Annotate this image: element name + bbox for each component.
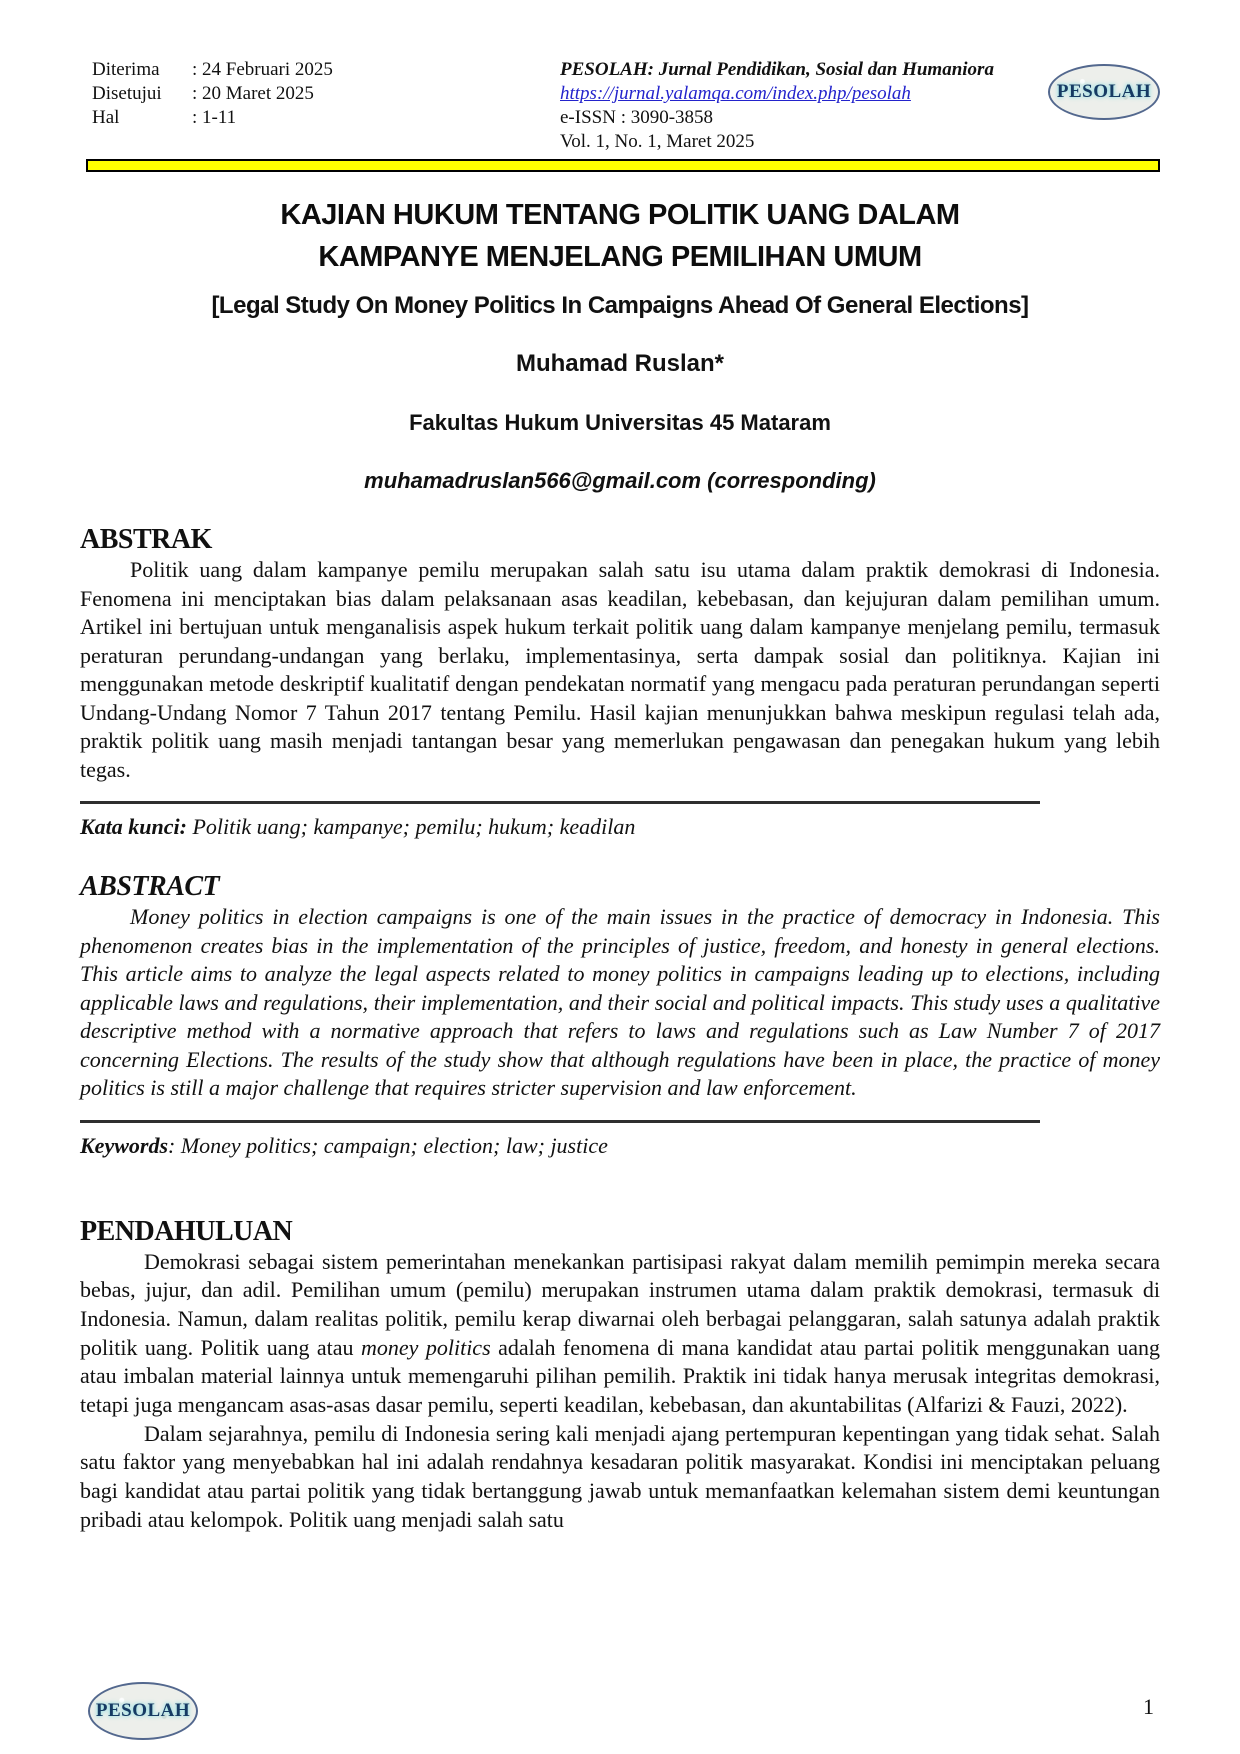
kata-kunci-text: Politik uang; kampanye; pemilu; hukum; keadilan — [186, 814, 636, 839]
divider-rule-1 — [80, 801, 1040, 804]
keywords-text: : Money politics; campaign; election; law; justice — [168, 1132, 608, 1158]
kata-kunci-line — [80, 813, 1160, 841]
footer-pesolah-logo-text: PESOLAH — [95, 1700, 191, 1721]
author-name: Muhamad Ruslan* — [515, 350, 725, 377]
article-title-english: [Legal Study On Money Politics In Campaigns Ahead Of General Elections] — [211, 292, 1029, 319]
pages-label: Hal — [92, 107, 120, 128]
abstract-heading: ABSTRACT — [80, 871, 220, 902]
author-affiliation: Fakultas Hukum Universitas 45 Mataram — [409, 410, 831, 435]
journal-volume: Vol. 1, No. 1, Maret 2025 — [560, 131, 755, 152]
abstrak-heading: ABSTRAK — [80, 524, 212, 555]
pendahuluan-p1-italic-term: money politics — [361, 1334, 491, 1360]
abstrak-body: Politik uang dalam kampanye pemilu merupakan salah satu isu utama dalam praktik demokrasi di Indonesia. Fenomena ini menciptakan bias dalam pelaksanaan asas keadilan, kebebasan, dan kejujuran dalam pemilihan umum. Artikel ini bertujuan untuk menganalisis aspek hukum terkait politik uang dalam kampanye menjelang pemilu, termasuk peraturan perundang-undangan yang berlaku, implementasinya, serta dampak sosial dan politiknya. Kajian ini menggunakan metode deskriptif kualitatif dengan pendekatan normatif yang mengacu pada peraturan perundangan seperti Undang-Undang Nomor 7 Tahun 2017 tentang Pemilu. Hasil kajian menunjukkan bahwa meskipun regulasi telah ada, praktik politik uang masih menjadi tantangan besar yang memerlukan pengawasan dan penegakan hukum yang lebih tegas. — [80, 557, 1160, 782]
accepted-label: Disetujui — [92, 83, 162, 104]
meta-row-pages — [92, 106, 430, 130]
keywords-line — [80, 1132, 1160, 1160]
corresponding-email: muhamadruslan566@gmail.com (corresponding) — [364, 468, 876, 493]
pendahuluan-p1-text-1: Demokrasi sebagai sistem pemerintahan menekankan partisipasi rakyat dalam memilih pemimpin mereka secara bebas, jujur, dan adil. Pemilihan umum (pemilu) merupakan instrumen utama dalam praktik demokrasi, termasuk di Indonesia. Namun, dalam realitas politik, pemilu kerap diwarnai oleh berbagai pelanggaran, salah satunya adalah praktik politik uang. Politik uang atau — [80, 1248, 1160, 1360]
received-label: Diterima — [92, 59, 160, 80]
pesolah-logo — [1048, 64, 1160, 120]
submission-meta — [80, 58, 430, 130]
journal-url-link[interactable]: https://jurnal.yalamqa.com/index.php/pesolah — [560, 83, 911, 104]
journal-info — [430, 58, 1048, 154]
keywords-label: Keywords — [80, 1132, 168, 1158]
footer-pesolah-logo — [88, 1682, 198, 1740]
page-number: 1 — [1143, 1694, 1154, 1719]
meta-row-received — [92, 58, 430, 82]
journal-name: PESOLAH: Jurnal Pendidikan, Sosial dan Humaniora — [560, 59, 994, 80]
article-title — [80, 194, 1160, 278]
article-title-line1: KAJIAN HUKUM TENTANG POLITIK UANG DALAM — [280, 199, 960, 231]
abstract-body: Money politics in election campaigns is one of the main issues in the practice of democracy in Indonesia. This phenomenon creates bias in the implementation of the principles of justice, freedom, and honesty in general elections. This article aims to analyze the legal aspects related to money politics in campaigns leading up to elections, including applicable laws and regulations, their implementation, and their social and political impacts. This study uses a qualitative descriptive method with a normative approach that refers to laws and regulations such as Law Number 7 of 2017 concerning Elections. The results of the study show that although regulations have been in place, the practice of money politics is still a major challenge that requires stricter supervision and law enforcement. — [80, 904, 1160, 1100]
divider-rule-2 — [80, 1120, 1040, 1123]
pesolah-logo-text: PESOLAH — [1056, 81, 1152, 102]
journal-eissn: e-ISSN : 3090-3858 — [560, 107, 714, 128]
meta-row-accepted — [92, 82, 430, 106]
pendahuluan-paragraph-1 — [80, 1248, 1160, 1420]
header-divider-bar — [86, 159, 1160, 172]
page-header — [80, 58, 1160, 154]
article-title-line2: KAMPANYE MENJELANG PEMILIHAN UMUM — [318, 241, 922, 273]
pendahuluan-heading: PENDAHULUAN — [80, 1215, 293, 1247]
pages-value: : 1-11 — [192, 107, 237, 128]
pendahuluan-p1-text-2: adalah fenomena di mana kandidat atau partai politik menggunakan uang atau imbalan material lainnya untuk memengaruhi pilihan pemilih. Praktik ini tidak hanya merusak integritas demokrasi, tetapi juga mengancam asas-asas dasar pemilu, seperti keadilan, kebebasan, dan akuntabilitas (Alfarizi & Fauzi, 2022). — [80, 1334, 1160, 1418]
kata-kunci-label: Kata kunci: — [80, 814, 187, 839]
accepted-value: : 20 Maret 2025 — [192, 83, 314, 104]
pendahuluan-paragraph-2: Dalam sejarahnya, pemilu di Indonesia sering kali menjadi ajang pertempuran kepentingan yang tidak sehat. Salah satu faktor yang menyebabkan hal ini adalah rendahnya kesadaran politik masyarakat. Kondisi ini menciptakan peluang bagi kandidat atau partai politik yang tidak bertanggung jawab untuk memanfaatkan kelemahan sistem demi keuntungan pribadi atau kelompok. Politik uang menjadi salah satu — [80, 1420, 1160, 1532]
received-value: : 24 Februari 2025 — [192, 59, 333, 80]
